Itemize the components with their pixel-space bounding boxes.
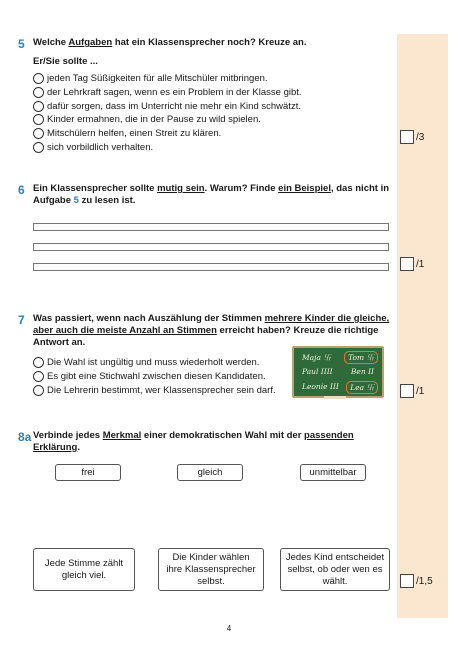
task-number: 7 (18, 313, 25, 327)
vote-tally-circled: Tom 卐 (344, 351, 378, 364)
option-item[interactable]: sich vorbildlich verhalten. (33, 140, 390, 154)
score-task-6: /1 (400, 257, 424, 271)
explanation-box[interactable]: Die Kinder wählen ihre Klassensprecher selbst. (158, 548, 264, 591)
option-item[interactable]: Es gibt eine Stichwahl zwischen diesen Kandidaten. (33, 370, 390, 384)
score-box[interactable] (400, 384, 414, 398)
writing-line[interactable] (33, 263, 389, 271)
task-number: 6 (18, 183, 25, 197)
page-number: 4 (226, 624, 232, 633)
score-box[interactable] (400, 130, 414, 144)
vote-tally: Ben II (350, 367, 374, 376)
writing-line[interactable] (33, 223, 389, 231)
explanation-box[interactable]: Jede Stimme zählt gleich viel. (33, 548, 135, 591)
blackboard-illustration (292, 346, 384, 398)
task-question: Welche Aufgaben hat ein Klassensprecher noch? Kreuze an. (33, 37, 307, 48)
options-list (33, 72, 390, 154)
score-box[interactable] (400, 257, 414, 271)
score-task-5: /3 (400, 130, 424, 144)
task-subtitle: Er/Sie sollte ... (33, 56, 98, 67)
chalk-ledge (324, 396, 346, 399)
radio-circle[interactable] (33, 385, 44, 396)
option-item[interactable]: Die Lehrerin bestimmt, wer Klassensprecher sein darf. (33, 383, 390, 397)
task-question: Was passiert, wenn nach Auszählung der Stimmen mehrere Kinder die gleiche, aber auch die meiste Anzahl an Stimmen erreicht haben? Kreuze die richtige Antwort an. (33, 313, 390, 348)
term-box[interactable]: frei (55, 464, 121, 481)
radio-circle[interactable] (33, 73, 44, 84)
term-box[interactable]: gleich (177, 464, 243, 481)
vote-tally-circled: Lea 卐 (346, 381, 378, 394)
option-item[interactable]: Die Wahl ist ungültig und muss wiederholt werden. (33, 356, 390, 370)
score-box[interactable] (400, 574, 414, 588)
blackboard-row (298, 366, 378, 377)
radio-circle[interactable] (33, 357, 44, 368)
writing-line[interactable] (33, 243, 389, 251)
term-box[interactable]: unmittelbar (300, 464, 366, 481)
task-5 (18, 37, 390, 154)
radio-circle[interactable] (33, 101, 44, 112)
option-item[interactable]: Kinder ermahnen, die in der Pause zu wild spielen. (33, 113, 390, 127)
task-number: 5 (18, 37, 25, 51)
score-task-8a: /1,5 (400, 574, 433, 588)
option-item[interactable]: der Lehrkraft sagen, wenn es ein Problem in der Klasse gibt. (33, 86, 390, 100)
task-question: Ein Klassensprecher sollte mutig sein. Warum? Finde ein Beispiel, das nicht in Aufgabe 5 zu lesen ist. (33, 183, 390, 206)
task-8a (18, 430, 390, 454)
task-question: Verbinde jedes Merkmal einer demokratischen Wahl mit der passenden Erklärung. (33, 430, 354, 453)
option-item[interactable]: jeden Tag Süßigkeiten für alle Mitschüler mitbringen. (33, 72, 390, 86)
vote-tally: Paul IIII (302, 367, 333, 376)
blackboard-row (298, 381, 378, 394)
option-item[interactable]: dafür sorgen, dass im Unterricht nie mehr ein Kind schwätzt. (33, 99, 390, 113)
radio-circle[interactable] (33, 128, 44, 139)
option-item[interactable]: Mitschülern helfen, einen Streit zu klären. (33, 127, 390, 141)
blackboard-row (298, 351, 378, 364)
explanation-box[interactable]: Jedes Kind entscheidet selbst, ob oder wen es wählt. (280, 548, 390, 591)
score-column (397, 34, 448, 618)
radio-circle[interactable] (33, 87, 44, 98)
vote-tally: Leonie III (302, 382, 339, 391)
score-task-7: /1 (400, 384, 424, 398)
radio-circle[interactable] (33, 142, 44, 153)
vote-tally: Maja 卐 (302, 353, 331, 362)
task-number: 8a (18, 430, 32, 444)
radio-circle[interactable] (33, 371, 44, 382)
task-6 (18, 183, 390, 207)
radio-circle[interactable] (33, 114, 44, 125)
